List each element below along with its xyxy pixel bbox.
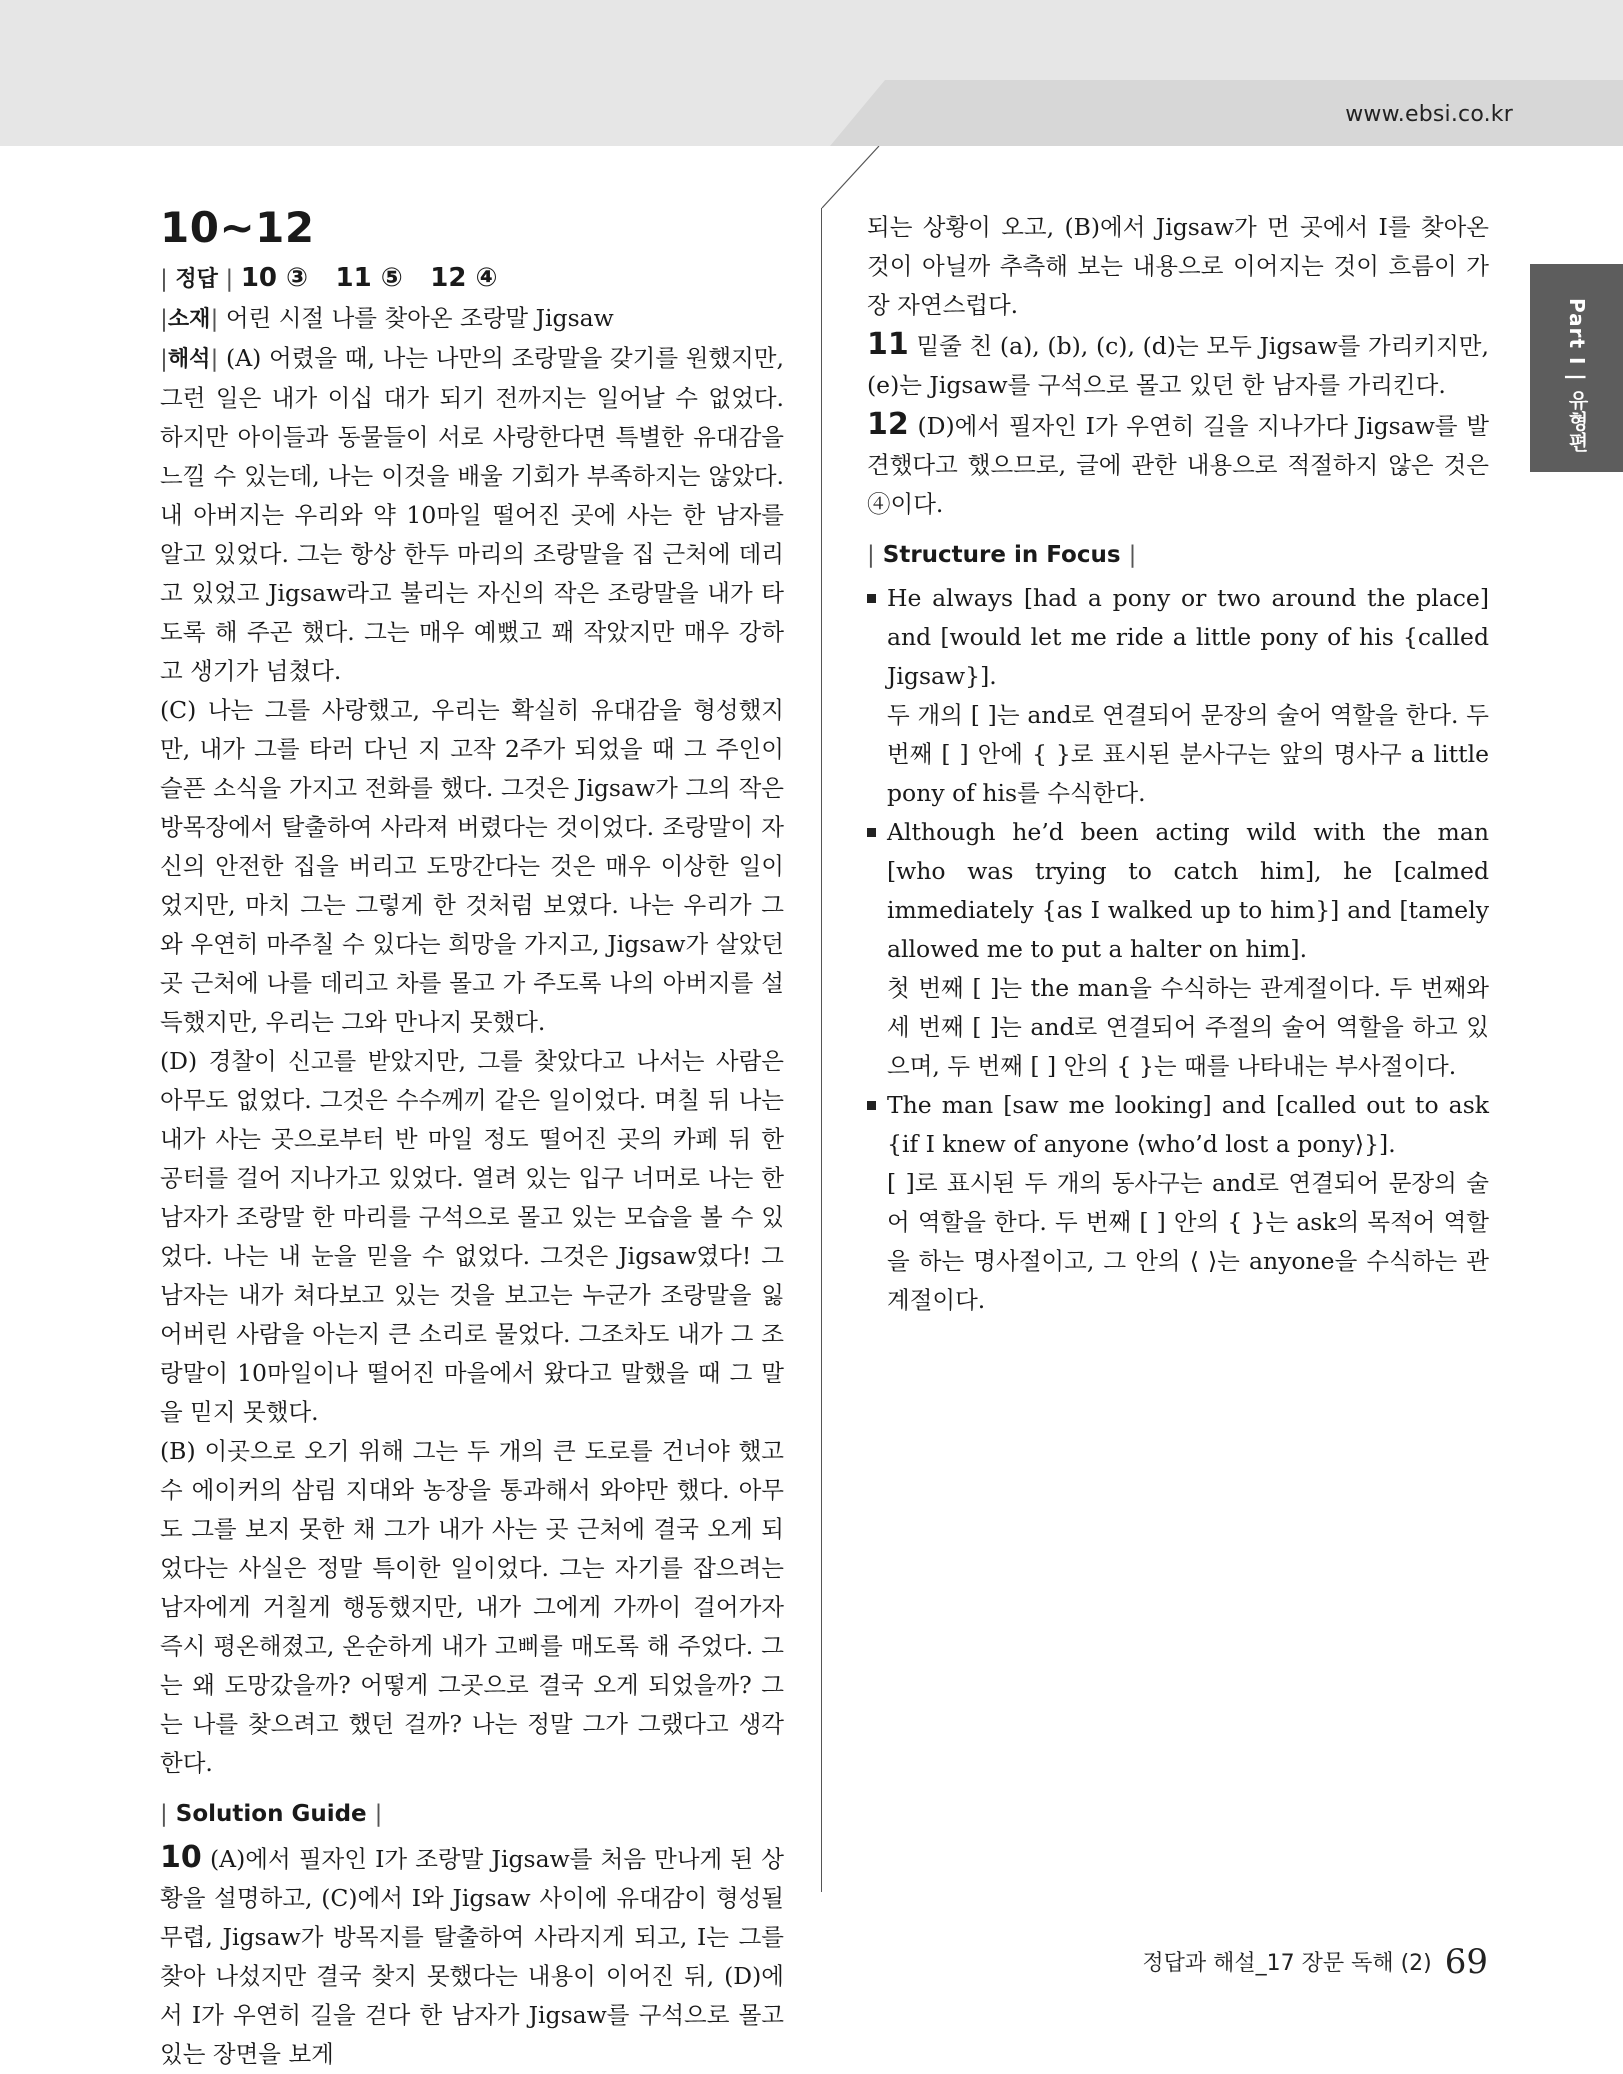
right-column bbox=[867, 208, 1489, 1320]
solution-10 bbox=[160, 1838, 784, 2074]
solution-guide-title: Solution Guide bbox=[175, 1801, 367, 1827]
site-url[interactable]: www.ebsi.co.kr bbox=[1345, 102, 1513, 127]
solution-10-number: 10 bbox=[160, 1840, 202, 1875]
structure-sentence-2: Although he’d been acting wild with the man [who was trying to catch him], he [calmed immediately {as I walked up to him}] and [tamely allowed me to put a halter on him]. bbox=[867, 813, 1489, 969]
structure-note-2: 첫 번째 [ ]는 the man을 수식하는 관계절이다. 두 번째와 세 번째 [ ]는 and로 연결되어 주절의 술어 역할을 하고 있으며, 두 번째 [ ] 안의 { }는 때를 나타내는 부사절이다. bbox=[887, 974, 1489, 1080]
translation-para-a: |해석| (A) 어렸을 때, 나는 나만의 조랑말을 갖기를 원했지만, 그런 일은 내가 이십 대가 되기 전까지는 일어날 수 없었다. 하지만 아이들과 동물들이 서로 사랑한다면 특별한 유대감을 느낄 수 있는데, 나는 이것을 배울 기회가 부족하지는 않았다. 내 아버지는 우리와 약 10마일 떨어진 곳에 사는 한 남자를 알고 있었다. 그는 항상 한두 마리의 조랑말을 집 근처에 데리고 있었고 Jigsaw라고 불리는 자신의 작은 조랑말을 내가 타도록 해 주곤 했다. 그는 매우 예뻤고 꽤 작았지만 매우 강하고 생기가 넘쳤다. bbox=[160, 344, 784, 685]
solution-10-text: (A)에서 필자인 I가 조랑말 Jigsaw를 처음 만나게 된 상황을 설명하고, (C)에서 I와 Jigsaw 사이에 유대감이 형성될 무렵, Jigsaw가 방목지를 탈출하여 사라지게 되고, I는 그를 찾아 나섰지만 결국 찾지 못했다는 내용이 이어진 뒤, (D)에서 I가 우연히 길을 걷다 한 남자가 Jigsaw를 구석으로 몰고 있는 장면을 보게 bbox=[160, 1845, 784, 2068]
translation-para-c: (C) 나는 그를 사랑했고, 우리는 확실히 유대감을 형성했지만, 내가 그를 타러 다닌 지 고작 2주가 되었을 때 그 주인이 슬픈 소식을 가지고 전화를 했다. 그것은 Jigsaw가 그의 작은 방목장에서 탈출하여 사라져 버렸다는 것이었다. 조랑말이 자신의 안전한 집을 버리고 도망간다는 것은 매우 이상한 일이었지만, 마치 그는 그렇게 한 것처럼 보였다. 나는 우리가 그와 우연히 마주칠 수 있다는 희망을 가지고, Jigsaw가 살았던 곳 근처에 나를 데리고 차를 몰고 가 주도록 나의 아버지를 설득했지만, 우리는 그와 만나지 못했다. bbox=[160, 696, 784, 1036]
solution-12-text: (D)에서 필자인 I가 우연히 길을 지나가다 Jigsaw를 발견했다고 했으므로, 글에 관한 내용으로 적절하지 않은 것은 ④이다. bbox=[867, 412, 1489, 518]
answer-10: 10 ③ bbox=[240, 263, 309, 293]
part-side-tab-label: Part I | 유형편 bbox=[1565, 298, 1589, 453]
structure-note-3: [ ]로 표시된 두 개의 동사구는 and로 연결되어 문장의 술어 역할을 한다. 두 번째 [ ] 안의 { }는 ask의 목적어 역할을 하는 명사절이고, 그 안의 ⟨ ⟩는 anyone을 수식하는 관계절이다. bbox=[887, 1169, 1489, 1314]
solution-11 bbox=[867, 325, 1489, 405]
solution-11-number: 11 bbox=[867, 327, 909, 362]
topic-label: 소재 bbox=[167, 307, 211, 332]
structure-focus-title: Structure in Focus bbox=[882, 542, 1121, 568]
footer-section-label: 정답과 해설_17 장문 독해 (2) bbox=[1142, 1951, 1432, 1976]
translation-para-b: (B) 이곳으로 오기 위해 그는 두 개의 큰 도로를 건너야 했고 수 에이커의 삼림 지대와 농장을 통과해서 와야만 했다. 아무도 그를 보지 못한 채 그가 내가 사는 곳 근처에 결국 오게 되었다는 사실은 정말 특이한 일이었다. 그는 자기를 잡으려는 남자에게 거칠게 행동했지만, 내가 그에게 가까이 걸어가자 즉시 평온해졌고, 온순하게 내가 고삐를 매도록 해 주었다. 그는 왜 도망갔을까? 어떻게 그곳으로 결국 오게 되었을까? 그는 나를 찾으려고 했던 걸까? 나는 정말 그가 그랬다고 생각한다. bbox=[160, 1437, 784, 1777]
answer-12: 12 ④ bbox=[430, 263, 498, 293]
translation-para-d: (D) 경찰이 신고를 받았지만, 그를 찾았다고 나서는 사람은 아무도 없었다. 그것은 수수께끼 같은 일이었다. 며칠 뒤 나는 내가 사는 곳으로부터 반 마일 정도 떨어진 곳의 카페 뒤 한 공터를 걸어 지나가고 있었다. 열려 있는 입구 너머로 나는 한 남자가 조랑말 한 마리를 구석으로 몰고 있는 모습을 볼 수 있었다. 나는 내 눈을 믿을 수 없었다. 그것은 Jigsaw였다! 그 남자는 내가 쳐다보고 있는 것을 보고는 누군가 조랑말을 잃어버린 사람을 아는지 큰 소리로 물었다. 그조차도 내가 그 조랑말이 10마일이나 떨어진 마을에서 왔다고 말했을 때 그 말을 믿지 못했다. bbox=[160, 1047, 784, 1426]
answers-row: | 정답 | 10 ③ 11 ⑤ 12 ④ bbox=[160, 263, 498, 293]
solution-12-number: 12 bbox=[867, 407, 909, 442]
question-range-title: 10~12 bbox=[160, 203, 315, 252]
answer-11: 11 ⑤ bbox=[335, 263, 403, 293]
solution-10-continued: 되는 상황이 오고, (B)에서 Jigsaw가 먼 곳에서 I를 찾아온 것이 아닐까 추측해 보는 내용으로 이어지는 것이 흐름이 가장 자연스럽다. bbox=[867, 213, 1489, 319]
structure-note-1: 두 개의 [ ]는 and로 연결되어 문장의 술어 역할을 한다. 두 번째 [ ] 안에 { }로 표시된 분사구는 앞의 명사구 a little pony of his를 수식한다. bbox=[887, 701, 1489, 807]
column-divider bbox=[821, 208, 822, 1892]
topic-row: |소재| 어린 시절 나를 찾아온 조랑말 Jigsaw bbox=[160, 304, 614, 332]
translation-label: 해석 bbox=[167, 347, 211, 372]
column-divider-diagonal bbox=[821, 146, 881, 210]
answers-label: 정답 bbox=[175, 267, 218, 292]
left-column bbox=[160, 203, 784, 2074]
structure-focus-heading: | Structure in Focus | bbox=[867, 542, 1137, 568]
structure-sentence-3: The man [saw me looking] and [called out to ask {if I knew of anyone ⟨who’d lost a pony⟩}]. bbox=[867, 1086, 1489, 1164]
topic-text: 어린 시절 나를 찾아온 조랑말 Jigsaw bbox=[225, 304, 614, 332]
structure-sentence-1: He always [had a pony or two around the place] and [would let me ride a little pony of his {called Jigsaw}]. bbox=[867, 579, 1489, 696]
para-a-text: (A) 어렸을 때, 나는 나만의 조랑말을 갖기를 원했지만, 그런 일은 내가 이십 대가 되기 전까지는 일어날 수 없었다. 하지만 아이들과 동물들이 서로 사랑한다면 특별한 유대감을 느낄 수 있는데, 나는 이것을 배울 기회가 부족하지는 않았다. 내 아버지는 우리와 약 10마일 떨어진 곳에 사는 한 남자를 알고 있었다. 그는 항상 한두 마리의 조랑말을 집 근처에 데리고 있었고 Jigsaw라고 불리는 자신의 작은 조랑말을 내가 타도록 해 주곤 했다. 그는 매우 예뻤고 꽤 작았지만 매우 강하고 생기가 넘쳤다. bbox=[160, 344, 784, 685]
solution-12 bbox=[867, 405, 1489, 524]
solution-11-text: 밑줄 친 (a), (b), (c), (d)는 모두 Jigsaw를 가리키지만, (e)는 Jigsaw를 구석으로 몰고 있던 한 남자를 가리킨다. bbox=[867, 332, 1489, 399]
solution-guide-heading: | Solution Guide | bbox=[160, 1801, 383, 1827]
page-footer bbox=[1142, 1942, 1488, 1982]
page-number: 69 bbox=[1444, 1942, 1488, 1982]
